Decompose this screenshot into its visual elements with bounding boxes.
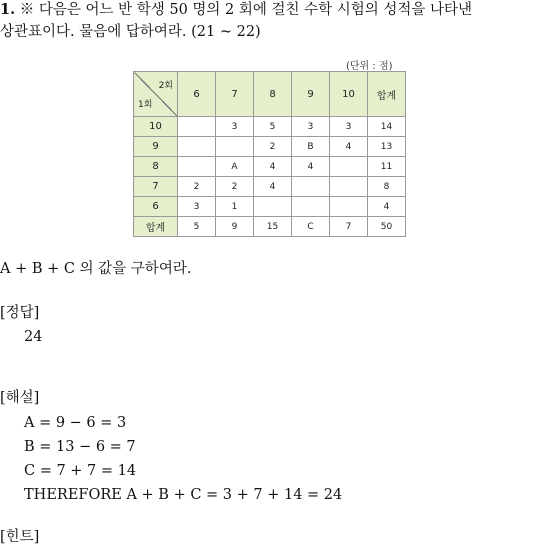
question-number: 1. (0, 1, 16, 18)
column-header: 9 (292, 72, 330, 117)
correlation-table (133, 71, 406, 237)
table-row (134, 197, 406, 217)
sub-question-prompt: A + B + C 의 값을 구하여라. (0, 261, 192, 277)
table-cell-total: 11 (368, 157, 406, 177)
table-cell: 5 (254, 117, 292, 137)
explanation-label: [해설] (0, 390, 40, 406)
unit-label: (단위 : 점) (346, 61, 393, 72)
answer-label: [정답] (0, 305, 40, 321)
table-cell: 1 (216, 197, 254, 217)
table-corner-cell (134, 72, 178, 117)
table-cell (330, 197, 368, 217)
table-cell: 4 (292, 157, 330, 177)
row-header: 9 (134, 137, 178, 157)
table-cell: 4 (330, 137, 368, 157)
explanation-line: C = 7 + 7 = 14 (24, 463, 137, 479)
table-cell: 3 (216, 117, 254, 137)
table-cell (178, 117, 216, 137)
question-line-1 (0, 0, 472, 20)
column-header: 8 (254, 72, 292, 117)
table-cell-unknown-b: B (292, 137, 330, 157)
row-header: 10 (134, 117, 178, 137)
table-cell-total: 8 (368, 177, 406, 197)
column-header: 10 (330, 72, 368, 117)
table-total-row (134, 217, 406, 237)
table-row (134, 157, 406, 177)
explanation-line: B = 13 − 6 = 7 (24, 439, 136, 455)
row-header: 6 (134, 197, 178, 217)
table-cell: 3 (330, 117, 368, 137)
question-text-1: ※ 다음은 어느 반 학생 50 명의 2 회에 걸친 수학 시험의 성적을 나타낸 (19, 2, 473, 18)
table-row (134, 177, 406, 197)
table-row (134, 117, 406, 137)
table-cell: 15 (254, 217, 292, 237)
question-text-2: 상관표이다. 물음에 답하여라. (21 ~ 22) (0, 24, 261, 40)
explanation-line: THEREFORE A + B + C = 3 + 7 + 14 = 24 (24, 487, 343, 503)
column-header-total: 합계 (368, 72, 406, 117)
table-cell (254, 197, 292, 217)
table-cell-unknown-a: A (216, 157, 254, 177)
table-cell (330, 177, 368, 197)
corner-label-first-test: 1회 (138, 100, 153, 110)
table-cell-total: 4 (368, 197, 406, 217)
answer-value: 24 (24, 329, 43, 345)
table-row (134, 137, 406, 157)
table-cell: 4 (254, 177, 292, 197)
table-cell (178, 137, 216, 157)
table-cell (292, 177, 330, 197)
table-cell: 3 (292, 117, 330, 137)
table-cell: 3 (178, 197, 216, 217)
table-cell (292, 197, 330, 217)
hint-label: [힌트] (0, 529, 40, 545)
table-cell: 2 (178, 177, 216, 197)
table-header-row (134, 72, 406, 117)
row-header: 7 (134, 177, 178, 197)
column-header: 6 (178, 72, 216, 117)
table-cell (330, 157, 368, 177)
explanation-line: A = 9 − 6 = 3 (24, 415, 127, 431)
table-cell-grand-total: 50 (368, 217, 406, 237)
row-header: 8 (134, 157, 178, 177)
table-cell-total: 13 (368, 137, 406, 157)
table-cell: 4 (254, 157, 292, 177)
table-cell (216, 137, 254, 157)
table-cell-total: 14 (368, 117, 406, 137)
corner-label-second-test: 2회 (158, 81, 173, 91)
column-header: 7 (216, 72, 254, 117)
table-cell: 9 (216, 217, 254, 237)
table-cell: 5 (178, 217, 216, 237)
table-cell: 7 (330, 217, 368, 237)
row-header-total: 합계 (134, 217, 178, 237)
table-cell: 2 (216, 177, 254, 197)
table-cell: 2 (254, 137, 292, 157)
table-cell (178, 157, 216, 177)
table-cell-unknown-c: C (292, 217, 330, 237)
